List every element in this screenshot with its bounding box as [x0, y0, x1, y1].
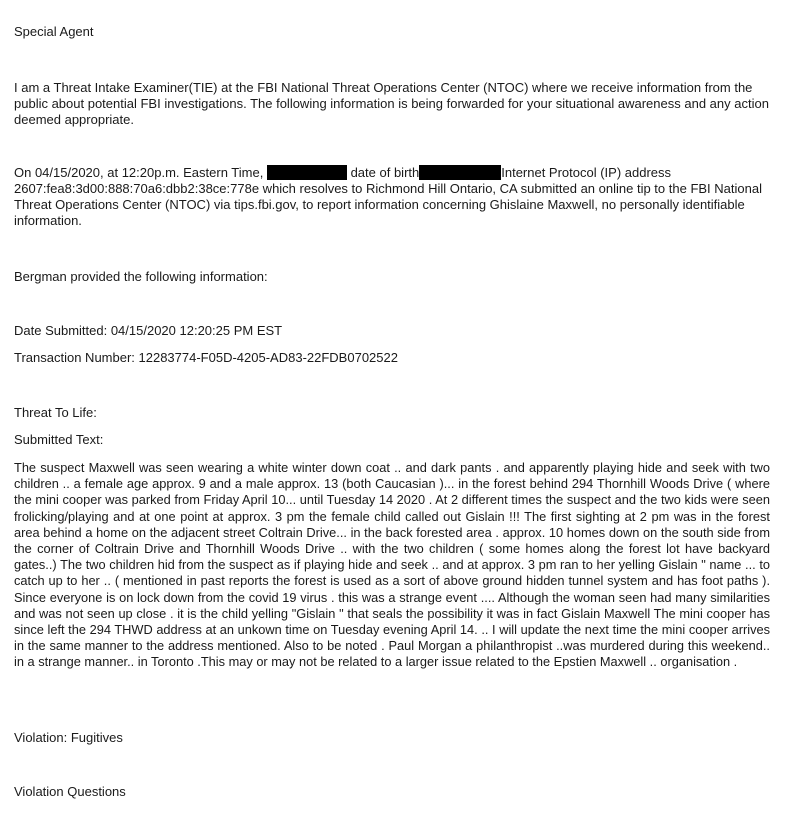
tip-dob-label: date of birth: [350, 165, 420, 180]
threat-to-life-label: Threat To Life:: [14, 405, 97, 420]
tip-details-text: 2607:fea8:3d00:888:70a6:dbb2:38ce:778e which resolves to Richmond Hill Ontario, CA submitted an online tip to the FBI National Threat Operations Center (NTOC) via tips.fbi.gov, to report information concerning Ghislaine Maxwell, no personally identifiable information.: [14, 181, 762, 228]
redacted-dob-block: [419, 165, 501, 180]
provided-info-line: Bergman provided the following information:: [14, 269, 268, 284]
violation-questions-line: Violation Questions: [14, 784, 126, 799]
intro-paragraph: I am a Threat Intake Examiner(TIE) at the FBI National Threat Operations Center (NTOC) where we receive information from the public about potential FBI investigations. The following information is being forwarded for your situational awareness and any action deemed appropriate.: [14, 80, 769, 127]
transaction-number-line: Transaction Number: 12283774-F05D-4205-AD83-22FDB0702522: [14, 350, 398, 365]
violation-line: Violation: Fugitives: [14, 730, 123, 745]
salutation: Special Agent: [14, 24, 94, 39]
tip-date-text: On 04/15/2020, at 12:20p.m. Eastern Time,: [14, 165, 264, 180]
redacted-name-block: [267, 165, 347, 180]
tip-paragraph: [14, 165, 770, 229]
tip-ip-label: Internet Protocol (IP) address: [501, 165, 672, 180]
submitted-text-label: Submitted Text:: [14, 432, 104, 447]
date-submitted-line: Date Submitted: 04/15/2020 12:20:25 PM EST: [14, 323, 283, 338]
submitted-text-body: The suspect Maxwell was seen wearing a white winter down coat .. and dark pants . and apparently playing hide and seek with two children .. a female age approx. 9 and a male approx. 13 (both Caucasian )... in the forest behind 294 Thornhill Woods Drive ( where the mini cooper was parked from Friday April 10... until Tuesday 14 2020 . At 2 different times the suspect and the two kids were seen frolicking/playing and at one point at approx. 3 pm the female child called out Gislain !!! The first sighting at 2 pm was in the forest area behind a home on the adjacent street Coltrain Drive... in the back forested area . approx. 10 homes down on the south side from the corner of Coltrain Drive and Thornhill Woods Drive .. with the two children ( some homes along the forest lot have backyard gates..) The two children hid from the suspect as if playing hide and seek .. and at approx. 3 pm ran to her yelling Gislain " name ... to catch up to her .. ( mentioned in past reports the forest is used as a sort of above ground hidden tunnel system and has foot paths ). Since everyone is on lock down from the covid 19 virus . this was a strange event .... Although the woman seen had many similarities and was not seen up close . it is the child yelling "Gislain " that seals the possibility it was in fact Gislain Maxwell The mini cooper has since left the 294 THWD address at an unkown time on Tuesday evening April 14. .. I will update the next time the mini cooper arrives in the same manner to the address mentioned. Also to be noted . Paul Morgan a philanthropist ..was murdered during this weekend.. in a strange manner.. in Toronto .This may or may not be related to a larger issue related to the Epstien Maxwell .. organisation .: [14, 460, 770, 670]
